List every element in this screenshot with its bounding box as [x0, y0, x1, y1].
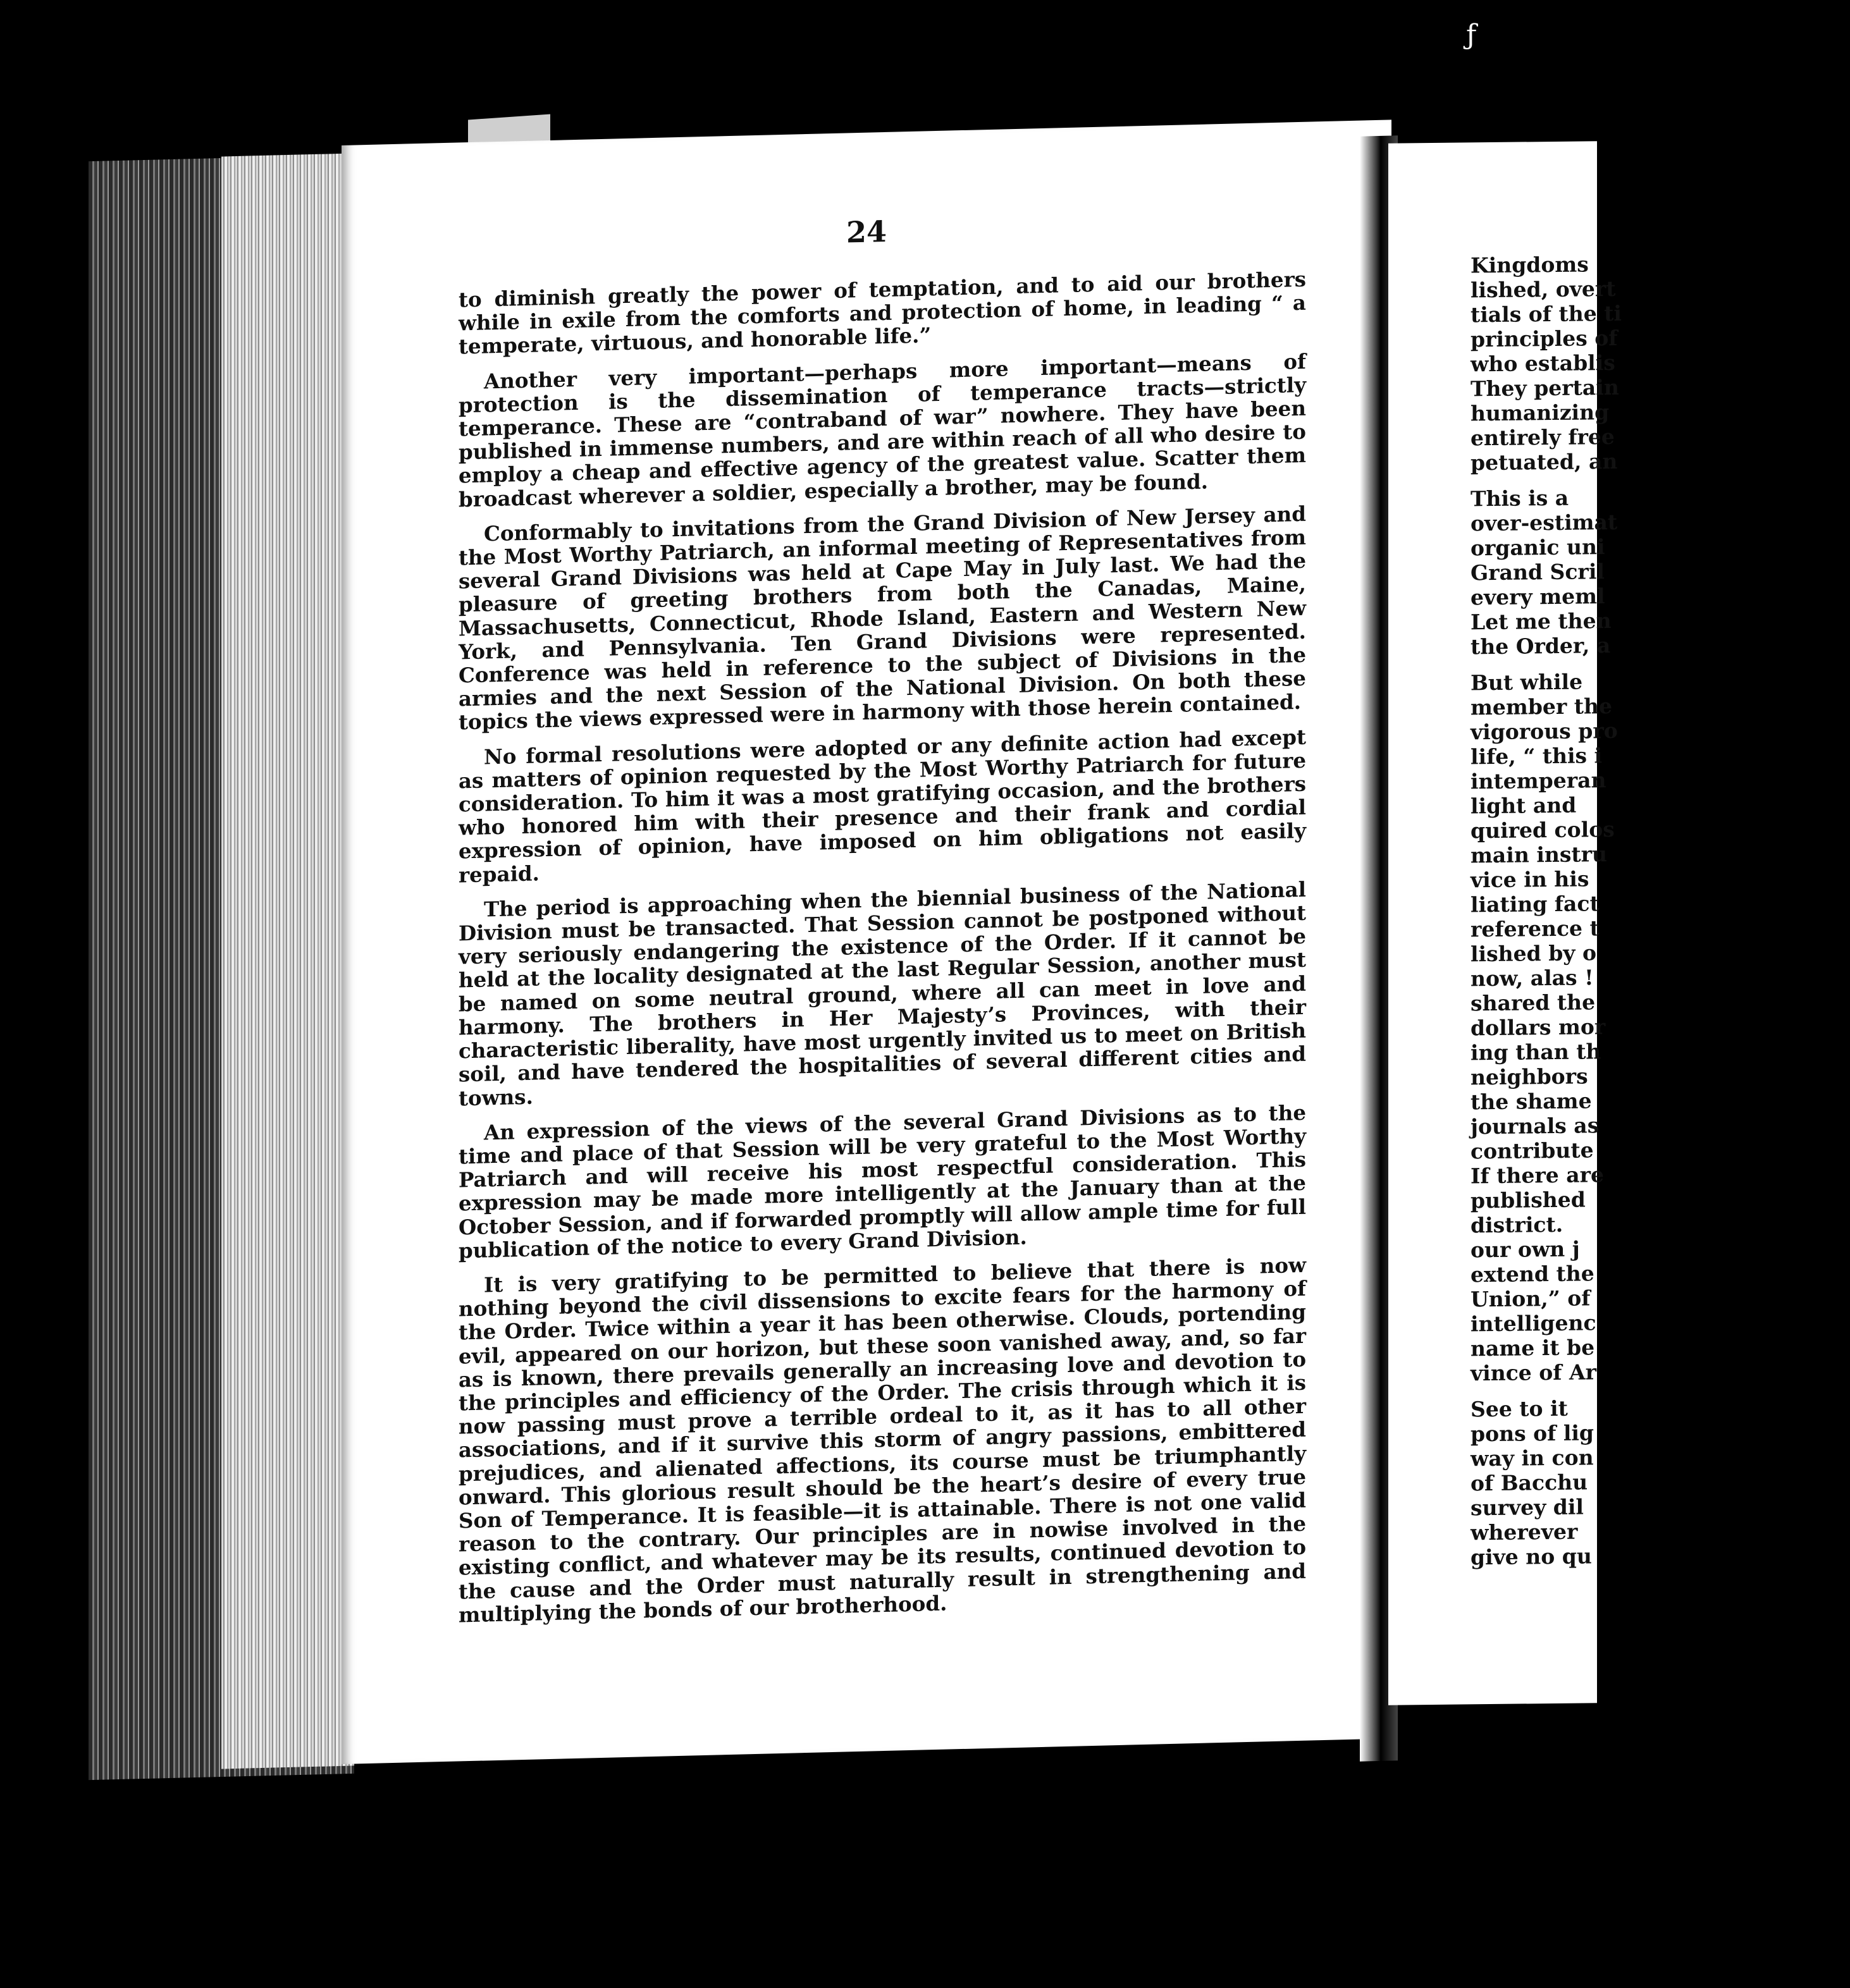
text-line: member the [1471, 694, 1613, 720]
text-line: vince of Ar [1471, 1359, 1596, 1386]
text-line: our own j [1471, 1236, 1580, 1263]
text-line: neighbors [1471, 1064, 1588, 1090]
text-line: name it be [1471, 1335, 1595, 1361]
text-line: organic uni [1471, 534, 1605, 561]
corner-mark: ƒ [1466, 19, 1477, 51]
text-line: the Order, a [1471, 633, 1611, 660]
text-line: vigorous pro [1471, 718, 1618, 745]
text-line: contribute [1471, 1138, 1594, 1164]
text-line: survey dil [1471, 1494, 1584, 1521]
text-line: wherever [1471, 1519, 1578, 1545]
text-line: give no qu [1471, 1543, 1592, 1570]
text-line: ing than th [1471, 1039, 1601, 1065]
text-line: lished by o [1471, 940, 1596, 967]
text-line: Union,” of [1471, 1285, 1591, 1312]
book-page-edges-inner [221, 153, 354, 1769]
text-line: principles of [1471, 325, 1618, 352]
text-line: tials of the ti [1471, 300, 1622, 328]
page-body [459, 267, 1306, 1638]
text-line: Grand Scril [1471, 559, 1605, 586]
text-line: liating fact [1471, 891, 1600, 917]
paragraph: Another very important—perhaps more important—means of protection is the dissemination of temperance tracts—strictly temperance. These are “contraband of war” nowhere. They have been published in immense numbers, and are within reach of all who desire to employ a cheap and effective agency of the greatest value. Scatter them broadcast wherever a soldier, especially a brother, may be found. [459, 348, 1306, 512]
text-line: main instru [1471, 842, 1608, 868]
text-line: But while [1471, 669, 1583, 696]
text-line: Let me then [1471, 608, 1612, 635]
page-number: 24 [846, 214, 887, 250]
text-line: district. [1471, 1212, 1563, 1238]
paragraph: Conformably to invitations from the Grand Division of New Jersey and the Most Worthy Patriarch, an informal meeting of Representatives from several Grand Divisions was held at Cape May in July last. We had the pleasure of greeting brothers from both the Canadas, Maine, Massachusetts, Connecticut, Rhode Island, Eastern and Western New York, and Pennsylvania. Ten Grand Divisions were represented. Conference was held in reference to the subject of Divisions in the armies and the next Session of the National Division. On both these topics the views expressed were in harmony with those herein contained. [459, 501, 1306, 735]
paragraph: It is very gratifying to be permitted to believe that there is now nothing beyond the civil dissensions to excite fears for the harmony of the Order. Twice within a year it has been otherwise. Clouds, portending evil, appeared on our horizon, but these soon vanished away, and, so far as is known, there prevails generally an increasing love and devotion to the principles and efficiency of the Order. The crisis through which it is now passing must prove a terrible ordeal to it, as it has to all other associations, and if it survive this storm of angry passions, embittered prejudices, and alienated affections, its course must be triumphantly onward. This glorious result should be the heart’s desire of every true Son of Temperance. It is feasible—it is attainable. There is not one valid reason to the contrary. Our principles are in nowise involved in the existing conflict, and whatever may be its results, continued devotion to the cause and the Order must naturally result in strengthening and multiplying the bonds of our brotherhood. [459, 1252, 1306, 1628]
text-line: intelligenc [1471, 1310, 1596, 1337]
text-line: who establis [1471, 350, 1615, 377]
text-line: the shame [1471, 1088, 1592, 1115]
paragraph: to diminish greatly the power of temptation, and to aid our brothers while in exile from the comforts and protection of home, in leading “ a temperate, virtuous, and honorable life.” [459, 266, 1306, 359]
text-line: dollars mor [1471, 1014, 1606, 1041]
text-line: lished, overt [1471, 276, 1616, 303]
text-line: over-estimat [1471, 509, 1618, 536]
text-line: every meml [1471, 584, 1605, 610]
text-line: entirely free [1471, 424, 1615, 451]
text-line: life, “ this i [1471, 743, 1603, 770]
text-line: published [1471, 1187, 1586, 1213]
right-page [1388, 141, 1622, 1705]
paragraph: The period is approaching when the biennial business of the National Division must be transacted. That Session cannot be postponed without very seriously endangering the existence of the Order. If it cannot be held at the locality designated at the last Regular Session, another must be named on some neutral ground, where all can meet in love and harmony. The brothers in Her Majesty’s Provinces, with their characteristic liberality, have most urgently invited us to meet on British soil, and have tendered the hospitalities of several different cities and towns. [459, 876, 1306, 1110]
text-line: way in con [1471, 1445, 1594, 1471]
text-line: pons of lig [1471, 1420, 1594, 1447]
text-line: of Bacchu [1471, 1470, 1588, 1496]
text-line: light and [1471, 792, 1577, 819]
paragraph: No formal resolutions were adopted or any definite action had except as matters of opinion requested by the Most Worthy Patriarch for future consideration. To him it was a most gratifying occasion, and the brothers who honored him with their presence and their frank and cordial expression of opinion, have imposed on him obligations not easily repaid. [459, 724, 1306, 888]
text-line: They pertain [1471, 374, 1619, 402]
left-page [342, 120, 1391, 1764]
text-line: humanizing [1471, 400, 1610, 426]
text-line: See to it [1471, 1396, 1568, 1422]
text-line: extend the [1471, 1261, 1594, 1287]
text-line: intemperan [1471, 768, 1606, 794]
text-line: vice in his [1471, 866, 1589, 893]
text-line: now, alas ! [1471, 965, 1594, 991]
right-page-body [1471, 249, 1850, 1569]
text-line: This is a [1471, 485, 1569, 512]
text-line: quired colos [1471, 816, 1615, 844]
text-line: journals as [1471, 1113, 1600, 1139]
text-line: petuated, an [1471, 448, 1618, 476]
text-line: reference t [1471, 916, 1600, 942]
text-line: If there are [1471, 1162, 1604, 1189]
text-line: Kingdoms [1471, 252, 1589, 278]
paragraph: An expression of the views of the several Grand Divisions as to the time and place of that Session will be very grateful to the Most Worthy Patriarch and will receive his most respectful consideration. This expression may be made more intelligently at the January than at the October Session, and if forwarded promptly will allow ample time for full publication of the notice to every Grand Division. [459, 1100, 1306, 1263]
text-line: shared the [1471, 990, 1596, 1016]
